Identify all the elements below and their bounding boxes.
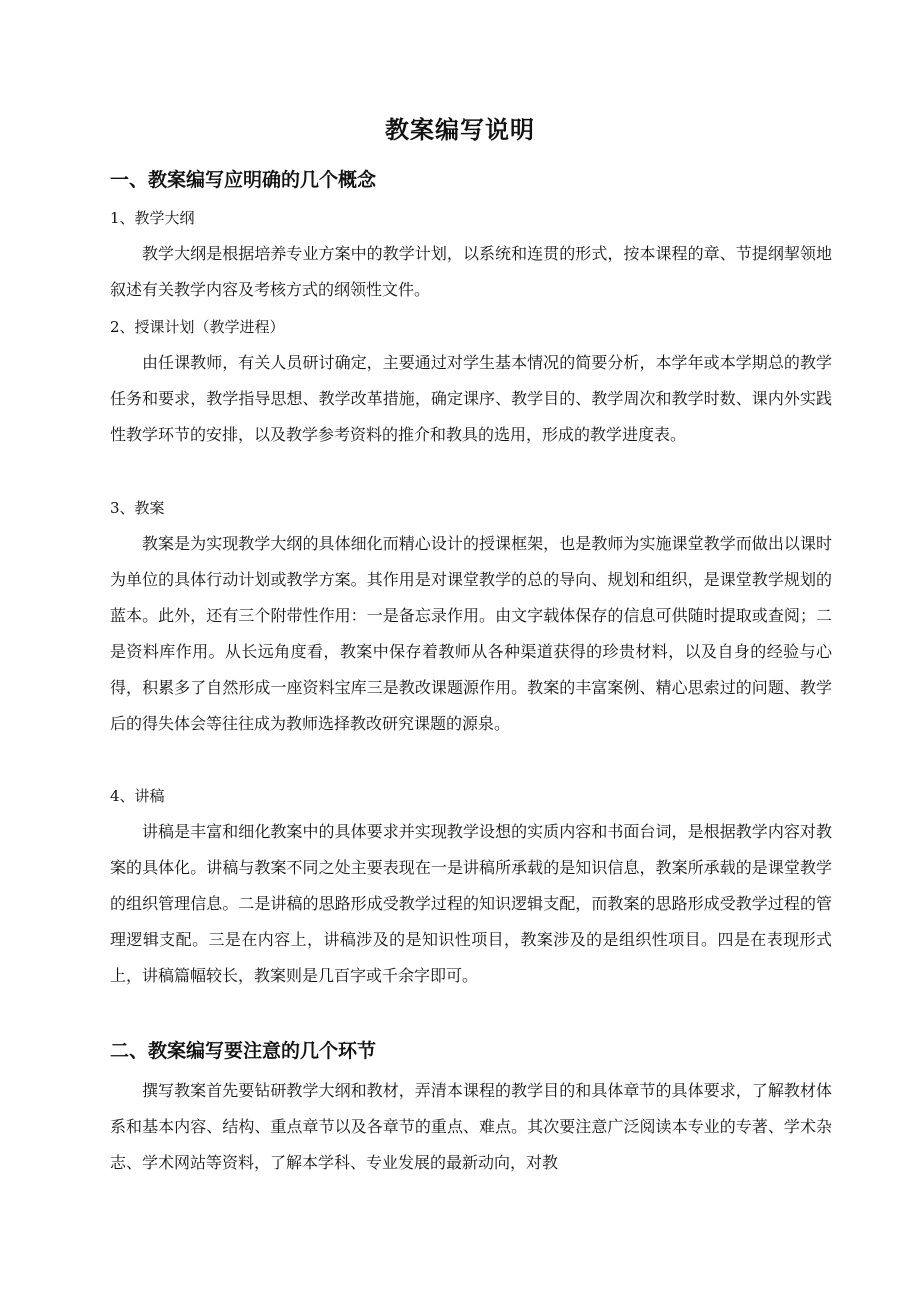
item-4-label: 4、讲稿 — [110, 787, 165, 805]
item-1-paragraph: 教学大纲是根据培养专业方案中的教学计划，以系统和连贯的形式，按本课程的章、节提纲挈领地叙述有关教学内容及考核方式的纲领性文件。 — [110, 244, 832, 299]
item-3-label: 3、教案 — [110, 499, 165, 517]
item-2-label: 2、授课计划（教学进程） — [110, 318, 285, 336]
document-title: 教案编写说明 — [385, 116, 535, 144]
section-2-paragraph: 撰写教案首先要钻研教学大纲和教材，弄清本课程的教学目的和具体章节的具体要求，了解教材体系和基本内容、结构、重点章节以及各章节的重点、难点。其次要注意广泛阅读本专业的专著、学术杂志、学术网站等资料，了解本学科、专业发展的最新动向，对教 — [110, 1081, 832, 1172]
section-2-heading: 二、教案编写要注意的几个环节 — [110, 1040, 377, 1062]
item-1-label: 1、教学大纲 — [110, 209, 195, 227]
section-1-heading: 一、教案编写应明确的几个概念 — [110, 169, 377, 191]
item-2-paragraph: 由任课教师，有关人员研讨确定，主要通过对学生基本情况的简要分析，本学年或本学期总的教学任务和要求，教学指导思想、教学改革措施，确定课序、教学目的、教学周次和教学时数、课内外实践性教学环节的安排，以及教学参考资料的推介和教具的选用，形成的教学进度表。 — [110, 353, 832, 444]
item-3-paragraph: 教案是为实现教学大纲的具体细化而精心设计的授课框架，也是教师为实施课堂教学而做出以课时为单位的具体行动计划或教学方案。其作用是对课堂教学的总的导向、规划和组织，是课堂教学规划的蓝本。此外，还有三个附带性作用：一是备忘录作用。由文字载体保存的信息可供随时提取或查阅；二是资料库作用。从长远角度看，教案中保存着教师从各种渠道获得的珍贵材料，以及自身的经验与心得，积累多了自然形成一座资料宝库三是教改课题源作用。教案的丰富案例、精心思索过的问题、教学后的得失体会等往往成为教师选择教改研究课题的源泉。 — [110, 534, 832, 733]
item-4-paragraph: 讲稿是丰富和细化教案中的具体要求并实现教学设想的实质内容和书面台词，是根据教学内容对教案的具体化。讲稿与教案不同之处主要表现在一是讲稿所承载的是知识信息，教案所承载的是课堂教学的组织管理信息。二是讲稿的思路形成受教学过程的知识逻辑支配，而教案的思路形成受教学过程的管理逻辑支配。三是在内容上，讲稿涉及的是知识性项目，教案涉及的是组织性项目。四是在表现形式上，讲稿篇幅较长，教案则是几百字或千余字即可。 — [110, 822, 832, 985]
